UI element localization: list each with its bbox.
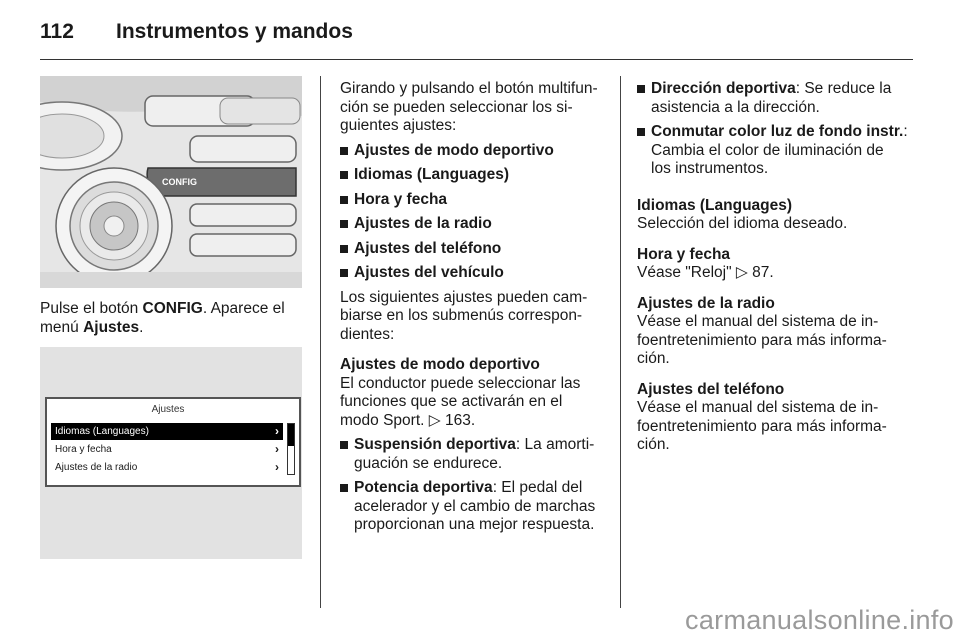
list-item-text: proporcionan una mejor respuesta.: [354, 516, 595, 533]
paragraph-config-2: [40, 319, 308, 338]
page-number: 112: [40, 20, 74, 43]
list-item-label: Idiomas (Languages): [354, 166, 510, 183]
page-title: Instrumentos y mandos: [116, 20, 353, 43]
column-divider-1: [320, 76, 321, 608]
list-item-text: los instrumentos.: [651, 160, 769, 177]
list-item-text: : El pedal del: [492, 479, 583, 496]
bullet-icon: [340, 147, 348, 155]
list-item: [340, 215, 608, 234]
list-item-bold: Conmutar color luz de fondo instr.: [651, 123, 904, 140]
list-item: [637, 123, 913, 179]
list-item-text: Cambia el color de iluminación de: [651, 141, 884, 159]
text-line: Véase "Reloj" ▷ 87.: [637, 264, 774, 281]
list-item: [340, 240, 608, 259]
bullet-icon: [340, 245, 348, 253]
text-line: biarse en los submenús correspon-: [340, 307, 583, 324]
paragraph-config: [40, 300, 308, 319]
bold-ajustes: Ajustes: [83, 318, 140, 336]
section-heading: Ajustes de modo deportivo: [340, 356, 540, 373]
section-heading: Idiomas (Languages): [637, 196, 793, 214]
list-item: [340, 142, 608, 161]
text-line: Los siguientes ajustes pueden cam-: [340, 288, 588, 306]
list-item-bold: Dirección deportiva: [651, 80, 796, 97]
screen-menu-item: [51, 441, 283, 458]
list-item-text: acelerador y el cambio de marchas: [354, 497, 596, 515]
list-item-bold: Potencia deportiva: [354, 479, 493, 496]
config-panel-figure: [40, 76, 302, 288]
text-line: ción.: [637, 436, 670, 453]
header-divider: [40, 59, 913, 60]
display-screen: [45, 397, 301, 487]
column-2-text: [340, 80, 608, 541]
list-item-label: Ajustes del teléfono: [354, 239, 502, 257]
list-item: [340, 191, 608, 210]
list-item: [340, 479, 608, 535]
text-span: .: [139, 318, 144, 336]
section-heading: Ajustes de la radio: [637, 294, 775, 312]
list-item-text: : La amorti-: [515, 436, 595, 453]
menu-item-label: Ajustes de la radio: [55, 462, 138, 473]
list-item-text: : Se reduce la: [795, 80, 892, 97]
bullet-icon: [340, 171, 348, 179]
bullet-icon: [637, 85, 645, 93]
text-line: funciones que se activarán en el: [340, 393, 563, 410]
config-button-label: CONFIG: [162, 177, 197, 187]
text-span: Pulse el botón: [40, 300, 143, 317]
settings-screen-figure: [40, 347, 302, 559]
column-divider-2: [620, 76, 621, 608]
chevron-right-icon: ›: [275, 460, 279, 474]
text-line: El conductor puede seleccionar las: [340, 374, 581, 392]
text-line: ción se pueden seleccionar los si-: [340, 98, 573, 116]
screen-menu-item-selected: [51, 423, 283, 440]
list-item-label: Ajustes del vehículo: [354, 264, 504, 281]
list-item-label: Hora y fecha: [354, 190, 448, 208]
text-line: foentretenimiento para más informa-: [637, 331, 887, 349]
bullet-icon: [340, 484, 348, 492]
list-item-bold: Suspensión deportiva: [354, 436, 516, 453]
screen-scrollbar: [287, 423, 295, 475]
section-heading: Hora y fecha: [637, 245, 731, 263]
list-item-text: asistencia a la dirección.: [651, 98, 820, 116]
bullet-icon: [340, 441, 348, 449]
text-line: guientes ajustes:: [340, 117, 457, 134]
text-line: Selección del idioma deseado.: [637, 215, 848, 232]
list-item: [340, 436, 608, 473]
screen-title: Ajustes: [151, 404, 185, 415]
menu-item-label: Idiomas (Languages): [55, 426, 149, 437]
text-span: . Aparece el: [202, 300, 285, 317]
watermark: carmanualsonline.info: [685, 605, 954, 635]
text-line: ción.: [637, 350, 670, 367]
text-line: dientes:: [340, 325, 395, 343]
list-item: [340, 264, 608, 283]
chevron-right-icon: ›: [275, 424, 279, 438]
text-line: Véase el manual del sistema de in-: [637, 399, 879, 416]
column-1-text: [40, 300, 308, 337]
scrollbar-thumb: [288, 424, 294, 446]
bullet-icon: [340, 196, 348, 204]
list-item: [637, 80, 913, 117]
list-item-text: guación se endurece.: [354, 454, 503, 472]
chevron-right-icon: ›: [275, 442, 279, 456]
menu-item-label: Hora y fecha: [55, 444, 112, 455]
screen-menu-item: [51, 459, 283, 476]
bullet-icon: [340, 220, 348, 228]
bullet-icon: [340, 269, 348, 277]
section-heading: Ajustes del teléfono: [637, 380, 785, 398]
text-line: Véase el manual del sistema de in-: [637, 313, 879, 330]
text-line: foentretenimiento para más informa-: [637, 417, 887, 435]
page-header: [40, 14, 912, 54]
list-item-label: Ajustes de la radio: [354, 215, 492, 232]
text-line: modo Sport. ▷ 163.: [340, 411, 476, 429]
text-line: Girando y pulsando el botón multifun-: [340, 80, 598, 97]
text-span: menú: [40, 318, 84, 336]
bold-config: CONFIG: [142, 300, 203, 317]
dashboard-controls-illustration: [40, 76, 302, 288]
list-item: [340, 166, 608, 185]
list-item-text: :: [903, 123, 908, 140]
column-3-text: [637, 80, 913, 455]
bullet-icon: [637, 128, 645, 136]
list-item-label: Ajustes de modo deportivo: [354, 141, 554, 159]
